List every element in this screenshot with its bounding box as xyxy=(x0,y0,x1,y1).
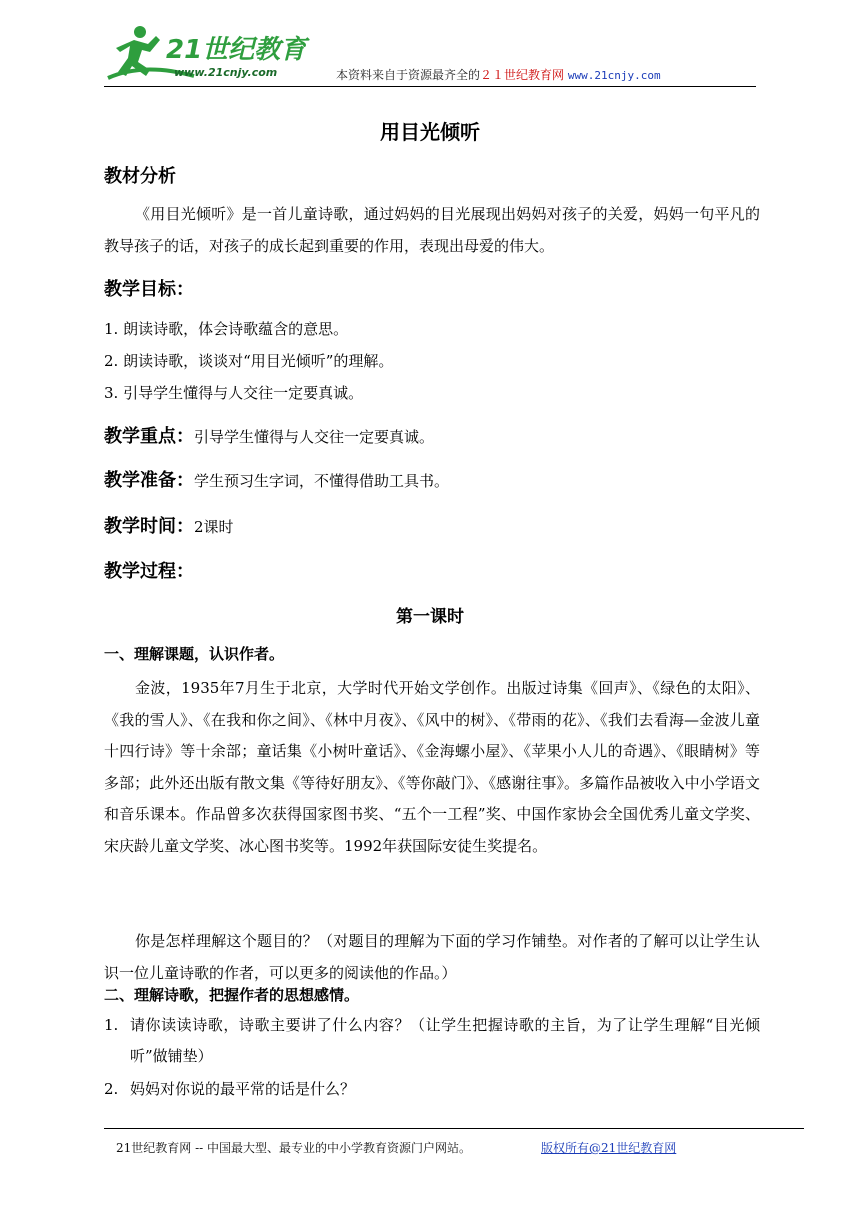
footer-divider xyxy=(104,1128,804,1129)
process-heading: 教学过程： xyxy=(104,561,194,582)
goal-item-text: 引导学生懂得与人交往一定要真诚。 xyxy=(123,384,364,402)
goal-item-num: 3. xyxy=(104,384,119,402)
section1-para2: 你是怎样理解这个题目的？（对题目的理解为下面的学习作铺垫。对作者的了解可以让学生认识一位儿童诗歌的作者，可以更多的阅读他的作品。） xyxy=(104,932,760,982)
goal-item-2 xyxy=(104,350,393,371)
focus-row xyxy=(104,422,434,448)
goal-item-1 xyxy=(104,318,348,339)
section1-para1: 金波，1935年7月生于北京，大学时代开始文学创作。出版过诗集《回声》、《绿色的太阳》、《我的雪人》、《在我和你之间》、《林中月夜》、《风中的树》、《带雨的花》、《我们去看海—金波儿童十四行诗》等十余部；童话集《小树叶童话》、《金海螺小屋》、《苹果小人儿的奇遇》、《眼睛树》等多部；此外还出版有散文集《等待好朋友》、《等你敲门》、《感谢往事》。多篇作品被收入中小学语文和音乐课本。作品曾多次获得国家图书奖、“五个一工程”奖、中国作家协会全国优秀儿童文学奖、宋庆龄儿童文学奖、冰心图书奖等。1992年获国际安徒生奖提名。 xyxy=(104,679,760,855)
focus-text: 引导学生懂得与人交往一定要真诚。 xyxy=(194,428,435,446)
prep-row xyxy=(104,466,449,492)
lesson1-title: 第一课时 xyxy=(396,607,464,627)
header-source-site[interactable]: ２１世纪教育网 xyxy=(480,68,565,82)
header-source-url[interactable]: www.21cnjy.com xyxy=(567,69,661,82)
goals-heading: 教学目标： xyxy=(104,279,194,300)
goal-item-text: 朗读诗歌，体会诗歌蕴含的意思。 xyxy=(123,320,349,338)
section2-item-text: 妈妈对你说的最平常的话是什么？ xyxy=(130,1080,356,1098)
time-label: 教学时间： xyxy=(104,516,194,537)
prep-text: 学生预习生字词，不懂得借助工具书。 xyxy=(194,472,450,490)
section2-item-1 xyxy=(104,1010,760,1072)
goal-item-3 xyxy=(104,382,363,403)
logo-text: 21世纪教育 xyxy=(166,35,307,65)
prep-label: 教学准备： xyxy=(104,470,194,491)
focus-label: 教学重点： xyxy=(104,426,194,447)
header-source xyxy=(336,66,661,83)
analysis-text: 《用目光倾听》是一首儿童诗歌，通过妈妈的目光展现出妈妈对孩子的关爱，妈妈一句平凡的教导孩子的话，对孩子的成长起到重要的作用，表现出母爱的伟大。 xyxy=(104,205,760,255)
footer-text: 21世纪教育网 -- 中国最大型、最专业的中小学教育资源门户网站。 xyxy=(116,1141,472,1155)
header-source-prefix: 本资料来自于资源最齐全的 xyxy=(336,68,481,82)
section2-item-text: 请你读读诗歌，诗歌主要讲了什么内容？（让学生把握诗歌的主旨，为了让学生理解“目光倾听”做铺垫） xyxy=(130,1016,760,1065)
footer-copyright-link[interactable]: 版权所有@21世纪教育网 xyxy=(541,1141,677,1155)
analysis-heading: 教材分析 xyxy=(104,166,176,187)
goal-item-num: 2. xyxy=(104,352,119,370)
goal-item-num: 1. xyxy=(104,320,119,338)
logo-url: www.21cnjy.com xyxy=(174,66,278,79)
section2-item-num: 1. xyxy=(104,1016,119,1034)
site-logo[interactable] xyxy=(104,22,314,84)
page-header xyxy=(104,22,756,87)
section2-heading: 二、理解诗歌，把握作者的思想感情。 xyxy=(104,986,360,1004)
section1-heading: 一、理解课题，认识作者。 xyxy=(104,645,285,663)
doc-title: 用目光倾听 xyxy=(380,120,480,144)
time-text: 2课时 xyxy=(194,518,234,536)
section2-item-2 xyxy=(104,1074,760,1105)
section2-item-num: 2. xyxy=(104,1080,119,1098)
goal-item-text: 朗读诗歌，谈谈对“用目光倾听”的理解。 xyxy=(123,352,394,370)
time-row xyxy=(104,512,234,538)
